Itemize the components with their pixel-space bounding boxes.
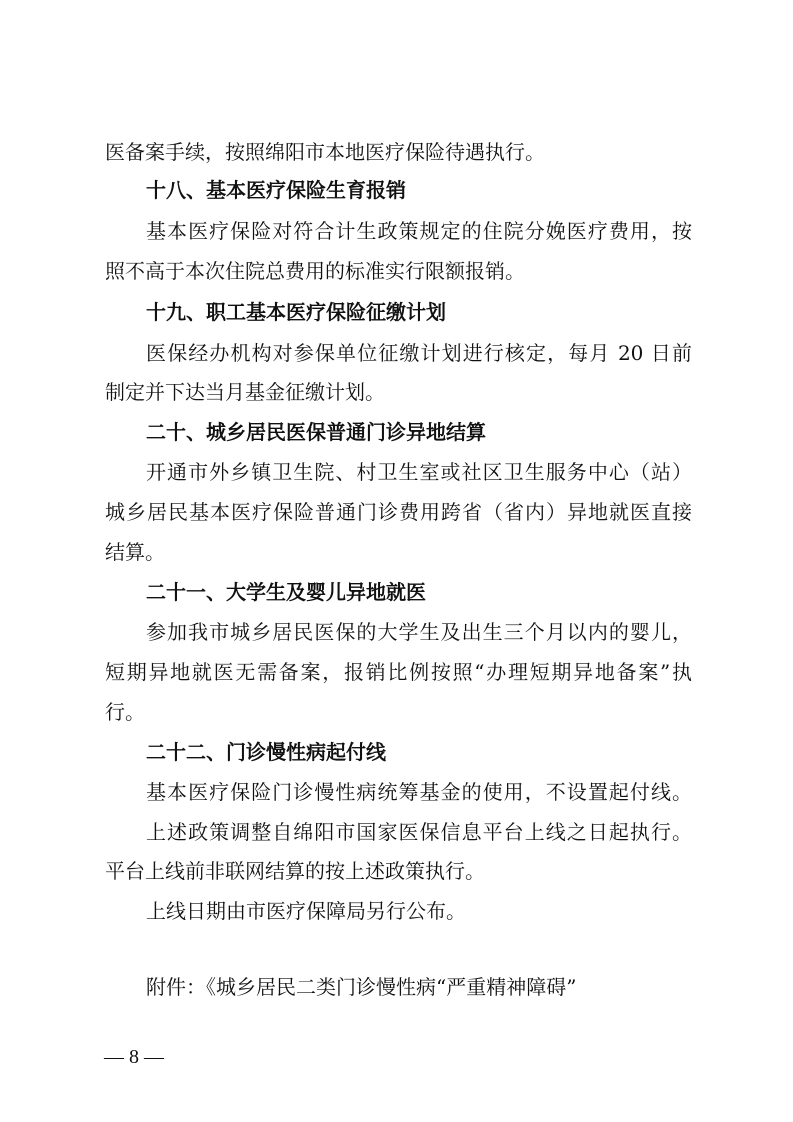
- paragraph-19-line-1: 医保经办机构对参保单位征缴计划进行核定，每月 20 日前: [146, 341, 692, 365]
- paragraph-18-line-2: 照不高于本次住院总费用的标准实行限额报销。: [105, 259, 525, 283]
- paragraph-19-line-2: 制定并下达当月基金征缴计划。: [105, 380, 385, 404]
- section-heading-19: 十九、职工基本医疗保险征缴计划: [146, 300, 446, 324]
- paragraph-continuation: 医备案手续，按照绵阳市本地医疗保险待遇执行。: [105, 140, 545, 164]
- paragraph-policy-line-2: 平台上线前非联网结算的按上述政策执行。: [105, 859, 485, 883]
- paragraph-21-line-3: 行。: [105, 700, 145, 724]
- paragraph-18-line-1: 基本医疗保险对符合计生政策规定的住院分娩医疗费用，按: [146, 219, 692, 243]
- paragraph-20-line-3: 结算。: [105, 540, 165, 564]
- paragraph-20-line-2: 城乡居民基本医疗保险普通门诊费用跨省（省内）异地就医直接: [105, 500, 692, 524]
- section-heading-20: 二十、城乡居民医保普通门诊异地结算: [146, 420, 486, 444]
- section-heading-21: 二十一、大学生及婴儿异地就医: [146, 580, 426, 604]
- attachment-line: 附件：《城乡居民二类门诊慢性病“严重精神障碍”: [146, 975, 577, 999]
- paragraph-21-line-2: 短期异地就医无需备案，报销比例按照“办理短期异地备案”执: [105, 660, 692, 684]
- section-heading-18: 十八、基本医疗保险生育报销: [146, 178, 406, 202]
- paragraph-20-line-1: 开通市外乡镇卫生院、村卫生室或社区卫生服务中心（站）: [146, 460, 692, 484]
- paragraph-21-line-1: 参加我市城乡居民医保的大学生及出生三个月以内的婴儿，: [146, 620, 692, 644]
- paragraph-22-line-1: 基本医疗保险门诊慢性病统筹基金的使用，不设置起付线。: [146, 780, 692, 804]
- paragraph-announcement: 上线日期由市医疗保障局另行公布。: [146, 899, 466, 923]
- page-number: — 8 —: [104, 1046, 164, 1068]
- section-heading-22: 二十二、门诊慢性病起付线: [146, 740, 386, 764]
- paragraph-policy-line-1: 上述政策调整自绵阳市国家医保信息平台上线之日起执行。: [146, 820, 692, 844]
